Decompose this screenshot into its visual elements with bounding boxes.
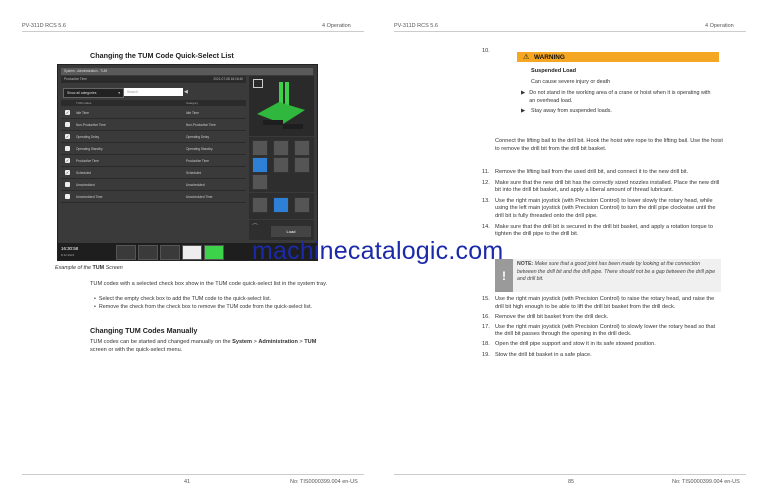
- arrow-icon: ▶: [521, 90, 526, 96]
- bullet-item: • Select the empty check box to add the TUM code to the quick-select list.: [94, 296, 272, 302]
- step-item: [482, 352, 727, 360]
- step-text: Remove the lifting bail from the used drill bit, and connect it to the new drill bit.: [495, 169, 689, 175]
- footer-rule: [22, 474, 364, 475]
- section-title-2: Changing TUM Codes Manually: [90, 326, 198, 335]
- step-text: Stow the drill bit basket in a safe place.: [495, 351, 592, 358]
- warning-subtitle: Suspended Load: [531, 68, 577, 74]
- step-number: 19.: [482, 351, 490, 358]
- step-text: Use the right main joystick (with Precision Control) to raise the rotary head, and raise the drill bit high enough to be able to lift the drill bit basket from the drill deck.: [495, 296, 715, 310]
- para-sep: >: [252, 339, 259, 345]
- extra-tiles: [249, 193, 314, 219]
- function-tiles: [249, 137, 314, 192]
- row-checkbox[interactable]: [65, 146, 70, 151]
- tum-code-cell: Productive Time: [76, 158, 99, 163]
- step-text: Make sure that the new drill bit has the correctly sized nozzles installed. Place the new drill bit into the drill bit basket, and apply a liberal amount of thread lubricant.: [495, 179, 720, 194]
- step-number: 10.: [482, 48, 490, 54]
- user-icon[interactable]: [294, 197, 310, 213]
- category-cell: Idle Time: [186, 110, 199, 115]
- screen-clock: 16:30:58: [61, 246, 79, 251]
- steps-list: [482, 169, 727, 242]
- search-placeholder: Search: [127, 90, 138, 94]
- step-number: 12.: [482, 179, 490, 186]
- warning-bullet-text: Stay away from suspended loads.: [531, 108, 612, 114]
- bottom-tool-3[interactable]: [160, 245, 180, 260]
- screen-timestamp: 2021-07-08 16:16:40: [213, 77, 243, 81]
- bottom-tool-rig[interactable]: [204, 245, 224, 260]
- table-row[interactable]: [61, 107, 246, 119]
- warning-bullets: [521, 90, 716, 116]
- screen-mode-bar: [61, 76, 246, 83]
- step-number: 16.: [482, 313, 490, 320]
- step-text: Use the right main joystick (with Precision Control) to lower slowly the rotary head, while using the left main joystick (with Precision Control) to turn the drill pipe clockwise until the drill bit is fully threaded onto the drill pipe.: [495, 197, 716, 219]
- bullet-item: • Remove the check from the check box to remove the TUM code from the quick-select list.: [94, 303, 313, 310]
- network-icon[interactable]: [294, 157, 310, 173]
- row-checkbox[interactable]: ✓: [65, 110, 70, 115]
- warning-bullet: [521, 108, 716, 116]
- tum-code-cell: Operating Standby: [76, 146, 103, 151]
- step-number: 15.: [482, 296, 490, 302]
- settings-icon[interactable]: [273, 157, 289, 173]
- screen-mode-label: Productive Time: [64, 77, 87, 81]
- bottom-tool-2[interactable]: [138, 245, 158, 260]
- para-sep: >: [297, 339, 305, 345]
- warning-bullet-text: Do not stand in the working area of a crane or hoist when it is operating with an overhead load.: [529, 90, 711, 104]
- wrench-icon[interactable]: [252, 174, 268, 190]
- step-text: Make sure that the drill bit is secured in the drill bit basket, and apply a rotation torque to tighten the drill pipe to the drill bit.: [495, 223, 713, 238]
- bullet-text: Select the empty check box to add the TUM code to the quick-select list.: [98, 296, 272, 302]
- category-cell: Productive Time: [186, 158, 209, 163]
- paragraph-manual: [90, 338, 330, 354]
- warning-bullet: [521, 90, 716, 105]
- arrow-icon: ▶: [521, 108, 526, 114]
- drill-icon[interactable]: [252, 140, 268, 156]
- step-item: [482, 169, 727, 177]
- bottom-tool-grid[interactable]: [182, 245, 202, 260]
- note-body: Make sure that a good joint has been made by looking at the connection between the drill bit and the drill pipe. There should not be a gap between the drill pipe and drill bit.: [517, 261, 716, 282]
- bullet-text: Remove the check from the check box to remove the TUM code from the quick-select list.: [98, 303, 313, 310]
- row-checkbox[interactable]: [65, 194, 70, 199]
- tum-code-cell: Scheduled: [76, 170, 92, 175]
- bullet-list: [94, 296, 334, 311]
- header-left-right-page: PV-311D RCS 5.6: [394, 23, 438, 29]
- category-cell: Non-Productive Time: [186, 122, 216, 127]
- step-text: Open the drill pipe support and stow it in its safe stowed position.: [495, 341, 656, 348]
- link-icon[interactable]: ⌒: [252, 225, 259, 231]
- category-cell: Unscheduled Time: [186, 194, 213, 199]
- table-row[interactable]: [61, 119, 246, 131]
- caption-bold: TUM: [92, 265, 105, 271]
- doc-number: No: TIS0000399.004 en-US: [290, 479, 358, 485]
- steps-list-2: [482, 296, 727, 362]
- step-number: 17.: [482, 323, 490, 330]
- category-cell: Operating Delay: [186, 134, 210, 139]
- step-item: [482, 314, 727, 322]
- tum-table: [61, 107, 246, 203]
- header-left: PV-311D RCS 5.6: [22, 23, 66, 29]
- load-button[interactable]: Load: [271, 226, 311, 237]
- step-number: 14.: [482, 223, 490, 230]
- category-cell: Unscheduled: [186, 182, 205, 187]
- section-title: Changing the TUM Code Quick-Select List: [90, 51, 234, 60]
- operator-icon[interactable]: [252, 157, 268, 173]
- tum-code-cell: Idle Time: [76, 110, 89, 115]
- category-dropdown-label: Show all categories: [67, 91, 97, 95]
- para-text: screen or with the quick-select menu.: [90, 347, 183, 353]
- step-item: [482, 296, 727, 311]
- menu-tum: TUM: [304, 339, 317, 345]
- warning-title: WARNING: [534, 53, 565, 61]
- header-rule: [22, 31, 364, 32]
- row-checkbox[interactable]: [65, 182, 70, 187]
- warning-banner: [517, 52, 719, 62]
- header-right-right-page: 4 Operation: [705, 23, 734, 29]
- search-input[interactable]: [124, 88, 183, 96]
- row-checkbox[interactable]: ✓: [65, 170, 70, 175]
- category-cell: Operating Standby: [186, 146, 213, 151]
- col-tum-codes: TUM codes: [76, 101, 92, 105]
- step-text: Use the right main joystick (with Precision Control) to slowly lower the rotary head so that the drill bit passes through the opening in the drill deck.: [495, 323, 716, 338]
- screen-top-bar: [61, 68, 313, 75]
- tum-code-cell: Operating Delay: [76, 134, 100, 139]
- step-item: [482, 224, 727, 239]
- row-checkbox[interactable]: ✓: [65, 158, 70, 163]
- paragraph-quickselect: TUM codes with a selected check box show in the TUM code quick-select list in the system tray.: [90, 281, 327, 287]
- step-number: 11.: [482, 169, 490, 175]
- step-number: 18.: [482, 341, 490, 348]
- exclamation-icon: !: [495, 259, 513, 292]
- menu-system: System: [232, 339, 253, 345]
- table-header: [61, 100, 246, 106]
- page-number-right: 85: [568, 479, 575, 485]
- bottom-tool-1[interactable]: [116, 245, 136, 260]
- screen-date: 8.12.2021: [61, 253, 75, 257]
- gear-icon[interactable]: [273, 197, 289, 213]
- page-number: 41: [184, 479, 191, 485]
- menu-administration: Administration: [258, 339, 298, 345]
- clear-icon[interactable]: ◀: [184, 89, 188, 95]
- para-text: TUM codes can be started and changed manually on the: [90, 339, 233, 345]
- header-rule-right: [394, 31, 746, 32]
- header-right: 4 Operation: [322, 23, 351, 29]
- step-10-text: Connect the lifting bail to the drill bit. Hook the hoist wire rope to the lifting bail. Use the hoist to remove the drill bit from the drill bit basket.: [495, 138, 723, 152]
- note-text: [517, 261, 717, 284]
- tum-code-cell: Unscheduled: [76, 182, 95, 187]
- table-row[interactable]: [61, 167, 246, 179]
- step-item: [482, 341, 727, 349]
- screen-breadcrumb: System - Administration - TUM: [64, 69, 108, 73]
- caption-prefix: Example of the: [55, 265, 93, 271]
- watermark: machinecatalogic.com: [252, 237, 504, 265]
- doc-number-right: No: TIS0000399.004 en-US: [672, 479, 740, 485]
- caption-suffix: Screen: [104, 265, 123, 271]
- step-item: [482, 198, 727, 221]
- rig-model-view: [249, 76, 314, 136]
- table-row[interactable]: [61, 131, 246, 143]
- col-category: Category: [186, 101, 199, 105]
- chevron-down-icon: ▾: [118, 91, 120, 95]
- step-number: 13.: [482, 197, 490, 204]
- copy-icon[interactable]: [252, 197, 268, 213]
- table-row[interactable]: [61, 143, 246, 155]
- tum-screen-image: [57, 64, 318, 261]
- warning-consequence: Can cause severe injury or death: [531, 79, 611, 85]
- table-row[interactable]: [61, 179, 246, 191]
- row-checkbox[interactable]: ✓: [65, 134, 70, 139]
- footer-rule-right: [394, 474, 746, 475]
- table-row[interactable]: [61, 155, 246, 167]
- tum-code-cell: Unscheduled Time: [76, 194, 103, 199]
- tum-code-cell: Non-Productive Time: [76, 122, 106, 127]
- rod-changer-icon[interactable]: [273, 140, 289, 156]
- note-label: NOTE:: [517, 261, 534, 267]
- step-item: [482, 324, 727, 339]
- category-dropdown[interactable]: [63, 88, 124, 98]
- row-checkbox[interactable]: [65, 122, 70, 127]
- step-item: [482, 180, 727, 195]
- category-cell: Scheduled: [186, 170, 202, 175]
- figure-caption: [55, 265, 123, 271]
- step-text: Remove the drill bit basket from the drill deck.: [495, 313, 609, 320]
- warning-icon: ⚠: [523, 54, 530, 61]
- view-toggle-icon[interactable]: [253, 79, 263, 88]
- table-row[interactable]: [61, 191, 246, 203]
- tracks-icon[interactable]: [294, 140, 310, 156]
